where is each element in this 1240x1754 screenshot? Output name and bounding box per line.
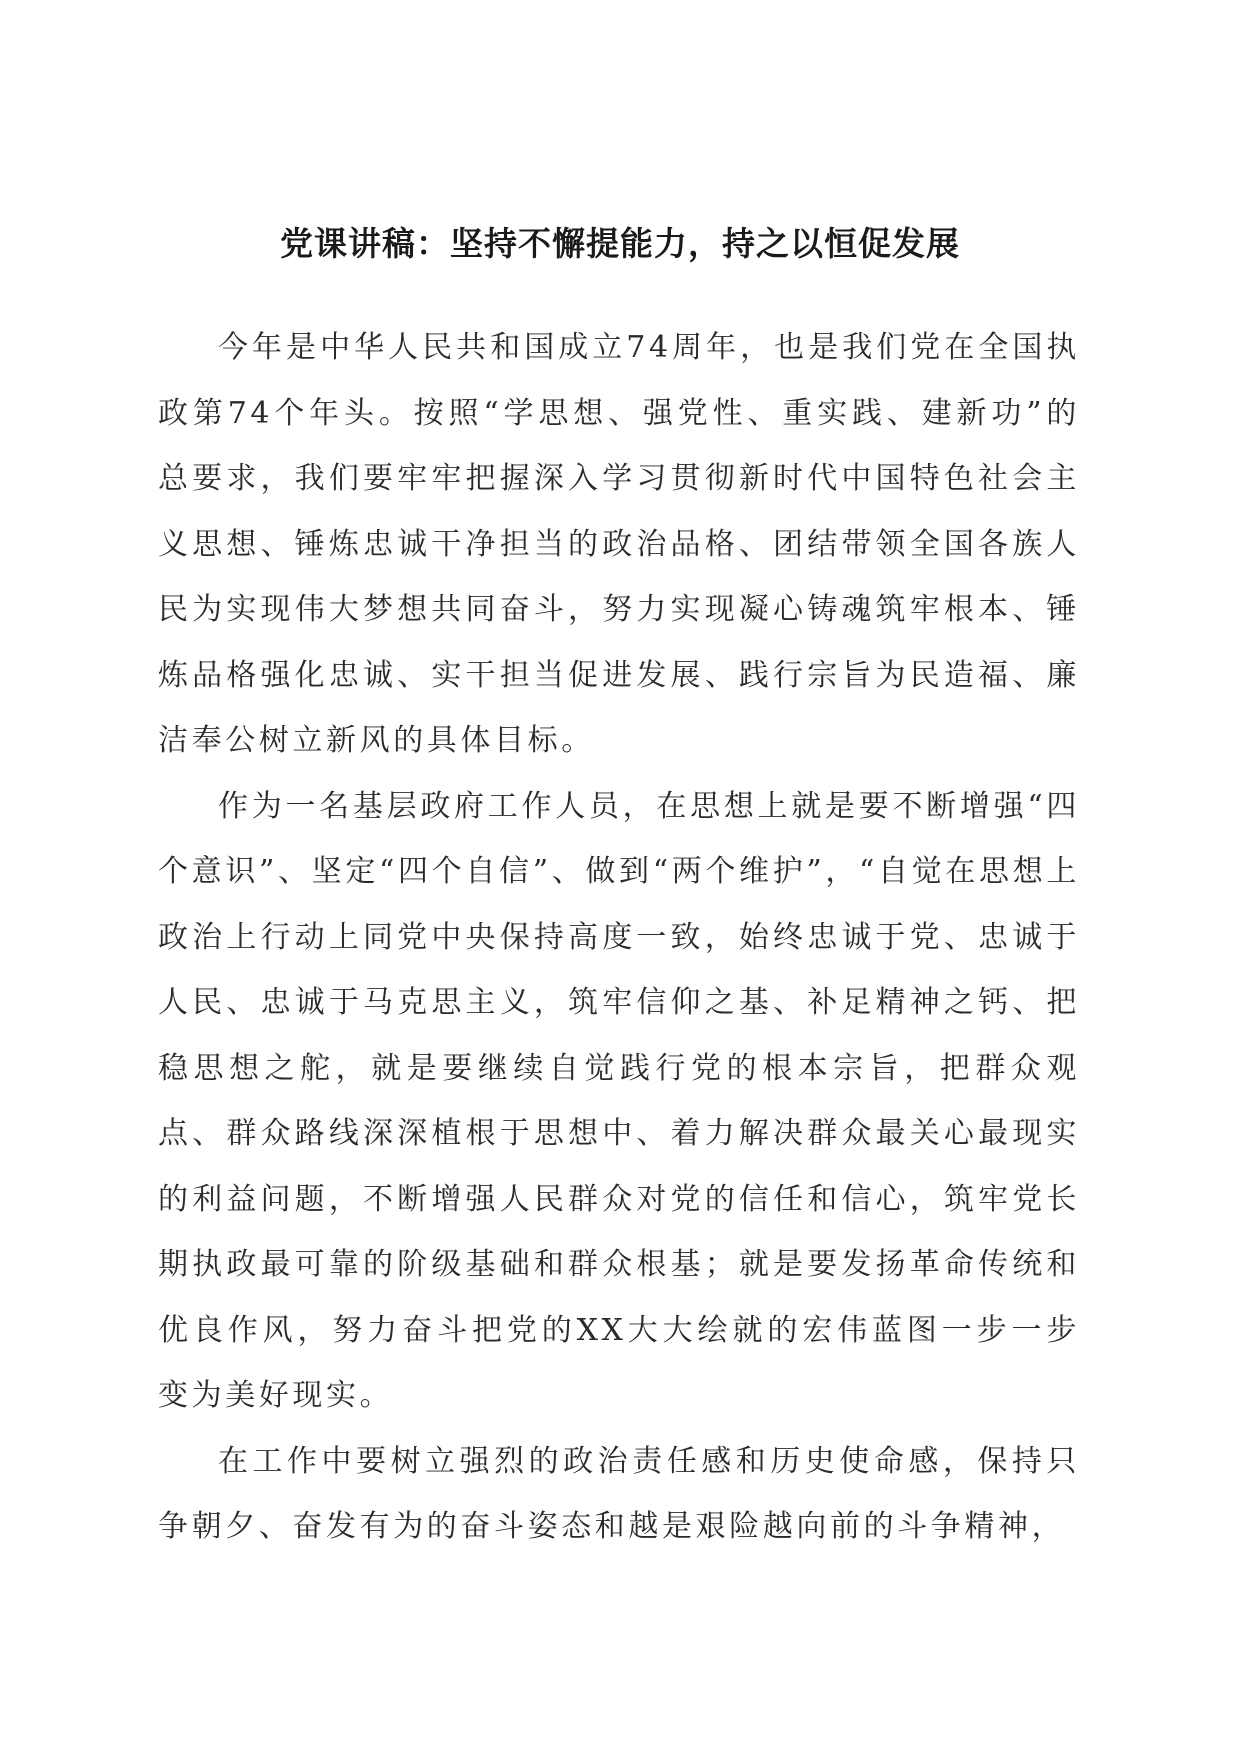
document-body: [158, 315, 1080, 1560]
document-title: 党课讲稿：坚持不懈提能力，持之以恒促发展: [280, 224, 960, 263]
paragraph-2: 作为一名基层政府工作人员，在思想上就是要不断增强“四个意识”、坚定“四个自信”、做到“两个维护”，“自觉在思想上政治上行动上同党中央保持高度一致，始终忠诚于党、忠诚于人民、忠诚于马克思主义，筑牢信仰之基、补足精神之钙、把稳思想之舵，就是要继续自觉践行党的根本宗旨，把群众观点、群众路线深深植根于思想中、着力解决群众最关心最现实的利益问题，不断增强人民群众对党的信任和信心，筑牢党长期执政最可靠的阶级基础和群众根基；就是要发扬革命传统和优良作风，努力奋斗把党的XX大大绘就的宏伟蓝图一步一步变为美好现实。: [158, 788, 1080, 1413]
paragraph-3: 在工作中要树立强烈的政治责任感和历史使命感，保持只争朝夕、奋发有为的奋斗姿态和越是艰险越向前的斗争精神，: [158, 1443, 1080, 1544]
paragraph-1: 今年是中华人民共和国成立74周年，也是我们党在全国执政第74个年头。按照“学思想、强党性、重实践、建新功”的总要求，我们要牢牢把握深入学习贯彻新时代中国特色社会主义思想、锤炼忠诚干净担当的政治品格、团结带领全国各族人民为实现伟大梦想共同奋斗，努力实现凝心铸魂筑牢根本、锤炼品格强化忠诚、实干担当促进发展、践行宗旨为民造福、廉洁奉公树立新风的具体目标。: [158, 330, 1080, 758]
